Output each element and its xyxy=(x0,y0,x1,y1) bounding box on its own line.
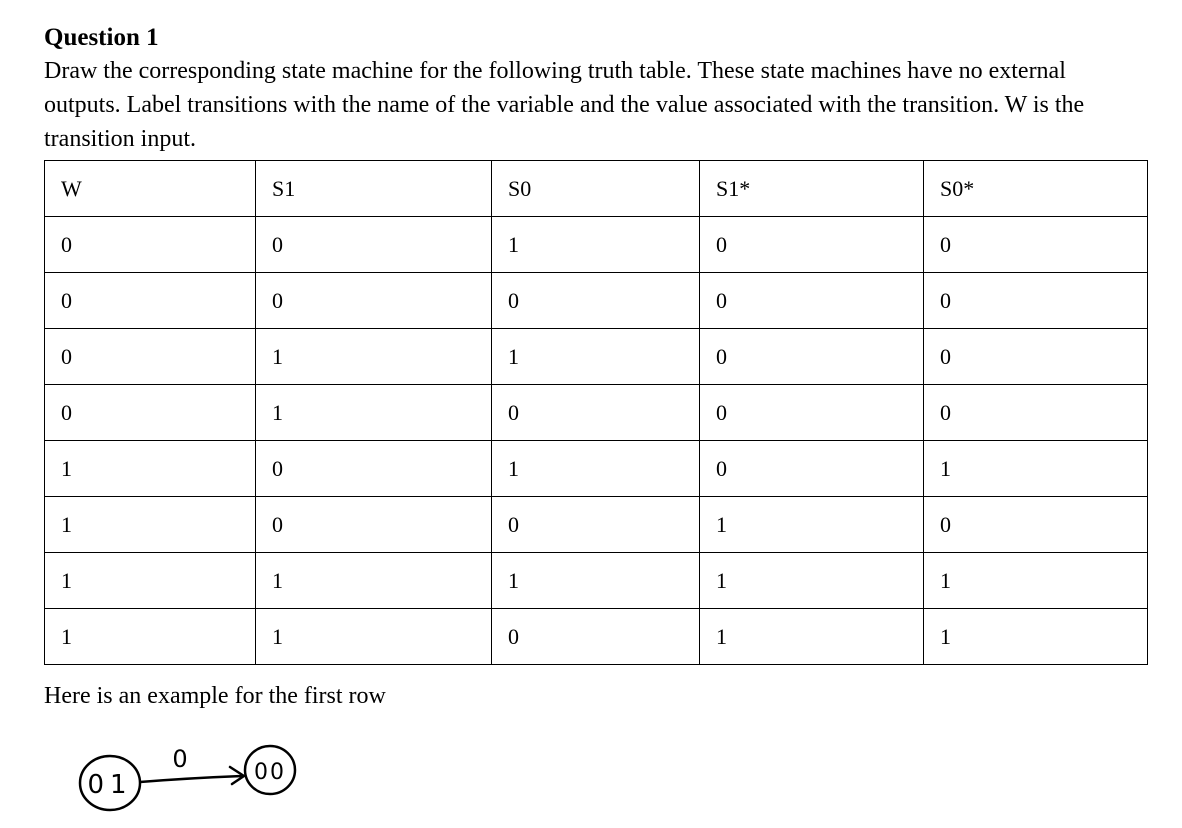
table-cell: 1 xyxy=(45,441,256,497)
table-cell: 1 xyxy=(700,497,924,553)
question-block xyxy=(44,22,1164,156)
table-cell: 0 xyxy=(924,329,1148,385)
table-cell: 0 xyxy=(256,497,492,553)
column-header: S0 xyxy=(492,161,700,217)
table-row xyxy=(45,441,1148,497)
example-state-diagram xyxy=(70,740,310,825)
table-cell: 0 xyxy=(45,217,256,273)
table-cell: 1 xyxy=(492,329,700,385)
table-cell: 0 xyxy=(45,385,256,441)
table-cell: 0 xyxy=(924,273,1148,329)
table-row xyxy=(45,497,1148,553)
table-cell: 1 xyxy=(492,441,700,497)
question-prompt: Draw the corresponding state machine for the following truth table. These state machines have no external outputs. Label transitions with the name of the variable and the value associated with the transition. W is the transition input. xyxy=(44,58,1085,152)
table-cell: 0 xyxy=(924,497,1148,553)
table-cell: 1 xyxy=(256,609,492,665)
table-header-row xyxy=(45,161,1148,217)
table-cell: 0 xyxy=(492,385,700,441)
table-cell: 0 xyxy=(700,441,924,497)
table-cell: 1 xyxy=(45,553,256,609)
table-cell: 0 xyxy=(924,217,1148,273)
table-row xyxy=(45,217,1148,273)
table-cell: 1 xyxy=(256,553,492,609)
table-cell: 0 xyxy=(492,609,700,665)
table-cell: 1 xyxy=(924,441,1148,497)
example-caption: Here is an example for the first row xyxy=(44,683,386,709)
column-header: S1 xyxy=(256,161,492,217)
transition-label: 0 xyxy=(172,745,188,773)
table-cell: 0 xyxy=(256,273,492,329)
table-cell: 1 xyxy=(492,553,700,609)
table-cell: 1 xyxy=(45,497,256,553)
table-cell: 0 xyxy=(700,329,924,385)
table-cell: 1 xyxy=(256,329,492,385)
table-cell: 1 xyxy=(492,217,700,273)
table-cell: 0 xyxy=(256,217,492,273)
table-row xyxy=(45,329,1148,385)
column-header: S1* xyxy=(700,161,924,217)
column-header: W xyxy=(45,161,256,217)
table-cell: 0 xyxy=(700,385,924,441)
table-cell: 0 xyxy=(700,217,924,273)
table-row xyxy=(45,609,1148,665)
table-cell: 0 xyxy=(492,497,700,553)
table-cell: 1 xyxy=(45,609,256,665)
table-cell: 0 xyxy=(45,329,256,385)
transition-arrow xyxy=(140,776,242,782)
table-cell: 0 xyxy=(700,273,924,329)
table-cell: 0 xyxy=(256,441,492,497)
column-header: S0* xyxy=(924,161,1148,217)
to-state-label: 00 xyxy=(254,760,286,785)
question-heading: Question 1 xyxy=(44,24,159,51)
table-cell: 1 xyxy=(256,385,492,441)
table-cell: 0 xyxy=(492,273,700,329)
truth-table xyxy=(44,160,1148,665)
table-cell: 0 xyxy=(924,385,1148,441)
table-row xyxy=(45,553,1148,609)
table-cell: 1 xyxy=(700,609,924,665)
table-cell: 0 xyxy=(45,273,256,329)
table-row xyxy=(45,273,1148,329)
from-state-label: 01 xyxy=(87,770,133,800)
table-row xyxy=(45,385,1148,441)
table-cell: 1 xyxy=(924,609,1148,665)
table-cell: 1 xyxy=(924,553,1148,609)
table-cell: 1 xyxy=(700,553,924,609)
